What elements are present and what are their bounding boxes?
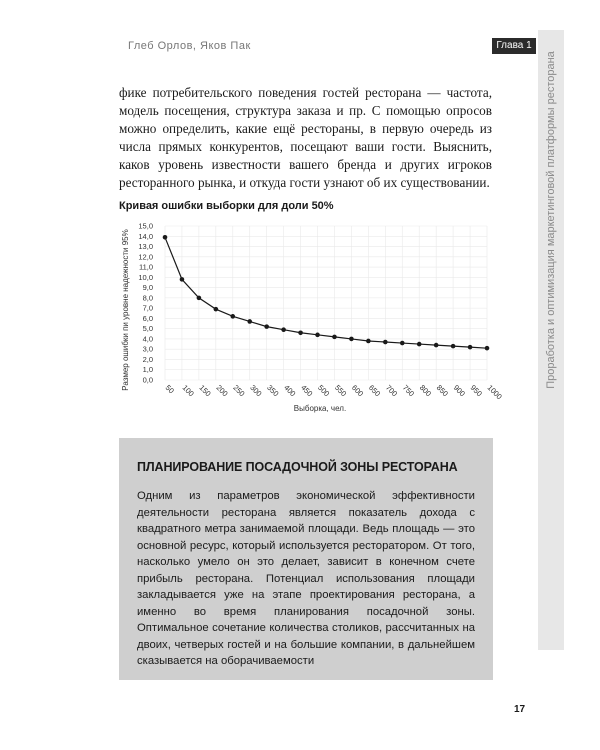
data-point	[281, 327, 286, 332]
x-tick-label: 1000	[485, 383, 504, 402]
running-header-authors: Глеб Орлов, Яков Пак	[128, 40, 251, 52]
y-axis-label: Размер ошибки пи уровне надежности 95%	[121, 229, 130, 391]
x-tick-label: 950	[468, 383, 484, 399]
x-tick-label: 850	[434, 383, 450, 399]
x-tick-label: 700	[383, 383, 400, 399]
x-tick-label: 200	[214, 383, 230, 399]
data-point	[349, 337, 354, 342]
data-point	[400, 341, 405, 346]
x-tick-label: 650	[366, 383, 383, 399]
x-tick-label: 300	[248, 383, 264, 399]
y-tick-label: 7,0	[142, 303, 153, 313]
data-point	[417, 342, 422, 347]
series-line	[165, 237, 487, 348]
x-tick-label: 400	[282, 383, 298, 399]
y-tick-label: 1,0	[142, 365, 153, 375]
body-paragraph: фике потребительского поведения гостей ресторана — частота, модель посещения, структура заказа и пр. С помощью опросов можно определить, какие ещё рестораны, в первую очередь из числа прямых конкурентов, посещают ваши гости. Выяснить, каков уровень известности вашего бренда и других игроков ресторанного рынка, и откуда гости узнают об их существовании.	[119, 85, 492, 190]
data-point	[485, 346, 490, 351]
box-title: ПЛАНИРОВАНИЕ ПОСАДОЧНОЙ ЗОНЫ РЕСТОРАНА	[137, 460, 458, 474]
body-paragraph-block	[119, 84, 492, 192]
data-points	[163, 235, 490, 350]
x-tick-label: 100	[180, 383, 196, 399]
sidebar-box	[119, 438, 493, 680]
y-tick-label: 11,0	[138, 262, 153, 272]
y-tick-label: 13,0	[138, 242, 153, 252]
data-point	[298, 330, 303, 335]
data-point	[451, 344, 456, 349]
box-text-block	[137, 488, 475, 670]
data-point	[383, 340, 388, 345]
sample-error-chart	[115, 218, 530, 418]
chapter-badge: Глава 1	[492, 38, 536, 54]
data-point	[230, 314, 235, 319]
x-tick-label: 750	[400, 383, 417, 399]
data-point	[332, 335, 337, 340]
y-tick-label: 4,0	[142, 334, 153, 344]
data-point	[264, 324, 269, 329]
data-point	[247, 319, 252, 324]
data-point	[163, 235, 168, 240]
box-paragraph: Одним из параметров экономической эффективности деятельности ресторана является показатель дохода с квадратного метра занимаемой площади. Ведь площадь — это основной ресурс, который используется ресторатором. От того, насколько умело он это делает, зависит в конечном счете прибыль ресторана. Потенциал использования площади закладывается уже на этапе проектирования ресторана, а именно во время планирования посадочной зоны. Оптимальное сочетание количества столиков, рассчитанных на двоих, четверых гостей и на большие компании, в дальнейшем сказывается на оборачиваемости	[137, 490, 475, 667]
y-tick-label: 3,0	[142, 344, 153, 354]
x-tick-label: 150	[197, 383, 213, 399]
data-point	[214, 307, 219, 312]
data-point	[434, 343, 439, 348]
data-point	[315, 333, 320, 338]
y-tick-label: 5,0	[142, 324, 153, 334]
y-tick-label: 14,0	[138, 231, 153, 241]
x-tick-label: 450	[299, 383, 315, 399]
side-section-title: Проработка и оптимизация маркетинговой платформы ресторана	[545, 51, 557, 389]
y-tick-label: 0,0	[142, 375, 153, 385]
data-point	[468, 345, 473, 350]
x-tick-label: 50	[163, 383, 176, 396]
x-axis-label: Выборка, чел.	[293, 404, 347, 413]
x-axis-ticks	[164, 383, 504, 401]
x-tick-label: 800	[417, 383, 434, 399]
x-tick-label: 600	[350, 383, 366, 399]
x-tick-label: 350	[265, 383, 281, 399]
y-axis-ticks	[138, 222, 153, 385]
x-tick-label: 900	[451, 383, 467, 399]
y-tick-label: 9,0	[142, 283, 153, 293]
page-number: 17	[514, 704, 526, 715]
chart-title: Кривая ошибки выборки для доли 50%	[119, 200, 334, 212]
y-tick-label: 10,0	[138, 272, 153, 282]
y-tick-label: 12,0	[138, 252, 153, 262]
x-tick-label: 250	[231, 383, 247, 399]
y-tick-label: 2,0	[142, 354, 153, 364]
x-tick-label: 500	[316, 383, 332, 399]
x-tick-label: 550	[333, 383, 349, 399]
data-point	[366, 339, 371, 344]
y-tick-label: 6,0	[142, 313, 153, 323]
data-point	[197, 296, 202, 301]
y-tick-label: 8,0	[142, 293, 153, 303]
y-tick-label: 15,0	[138, 221, 153, 231]
chart-grid	[165, 226, 487, 380]
data-point	[180, 277, 185, 282]
